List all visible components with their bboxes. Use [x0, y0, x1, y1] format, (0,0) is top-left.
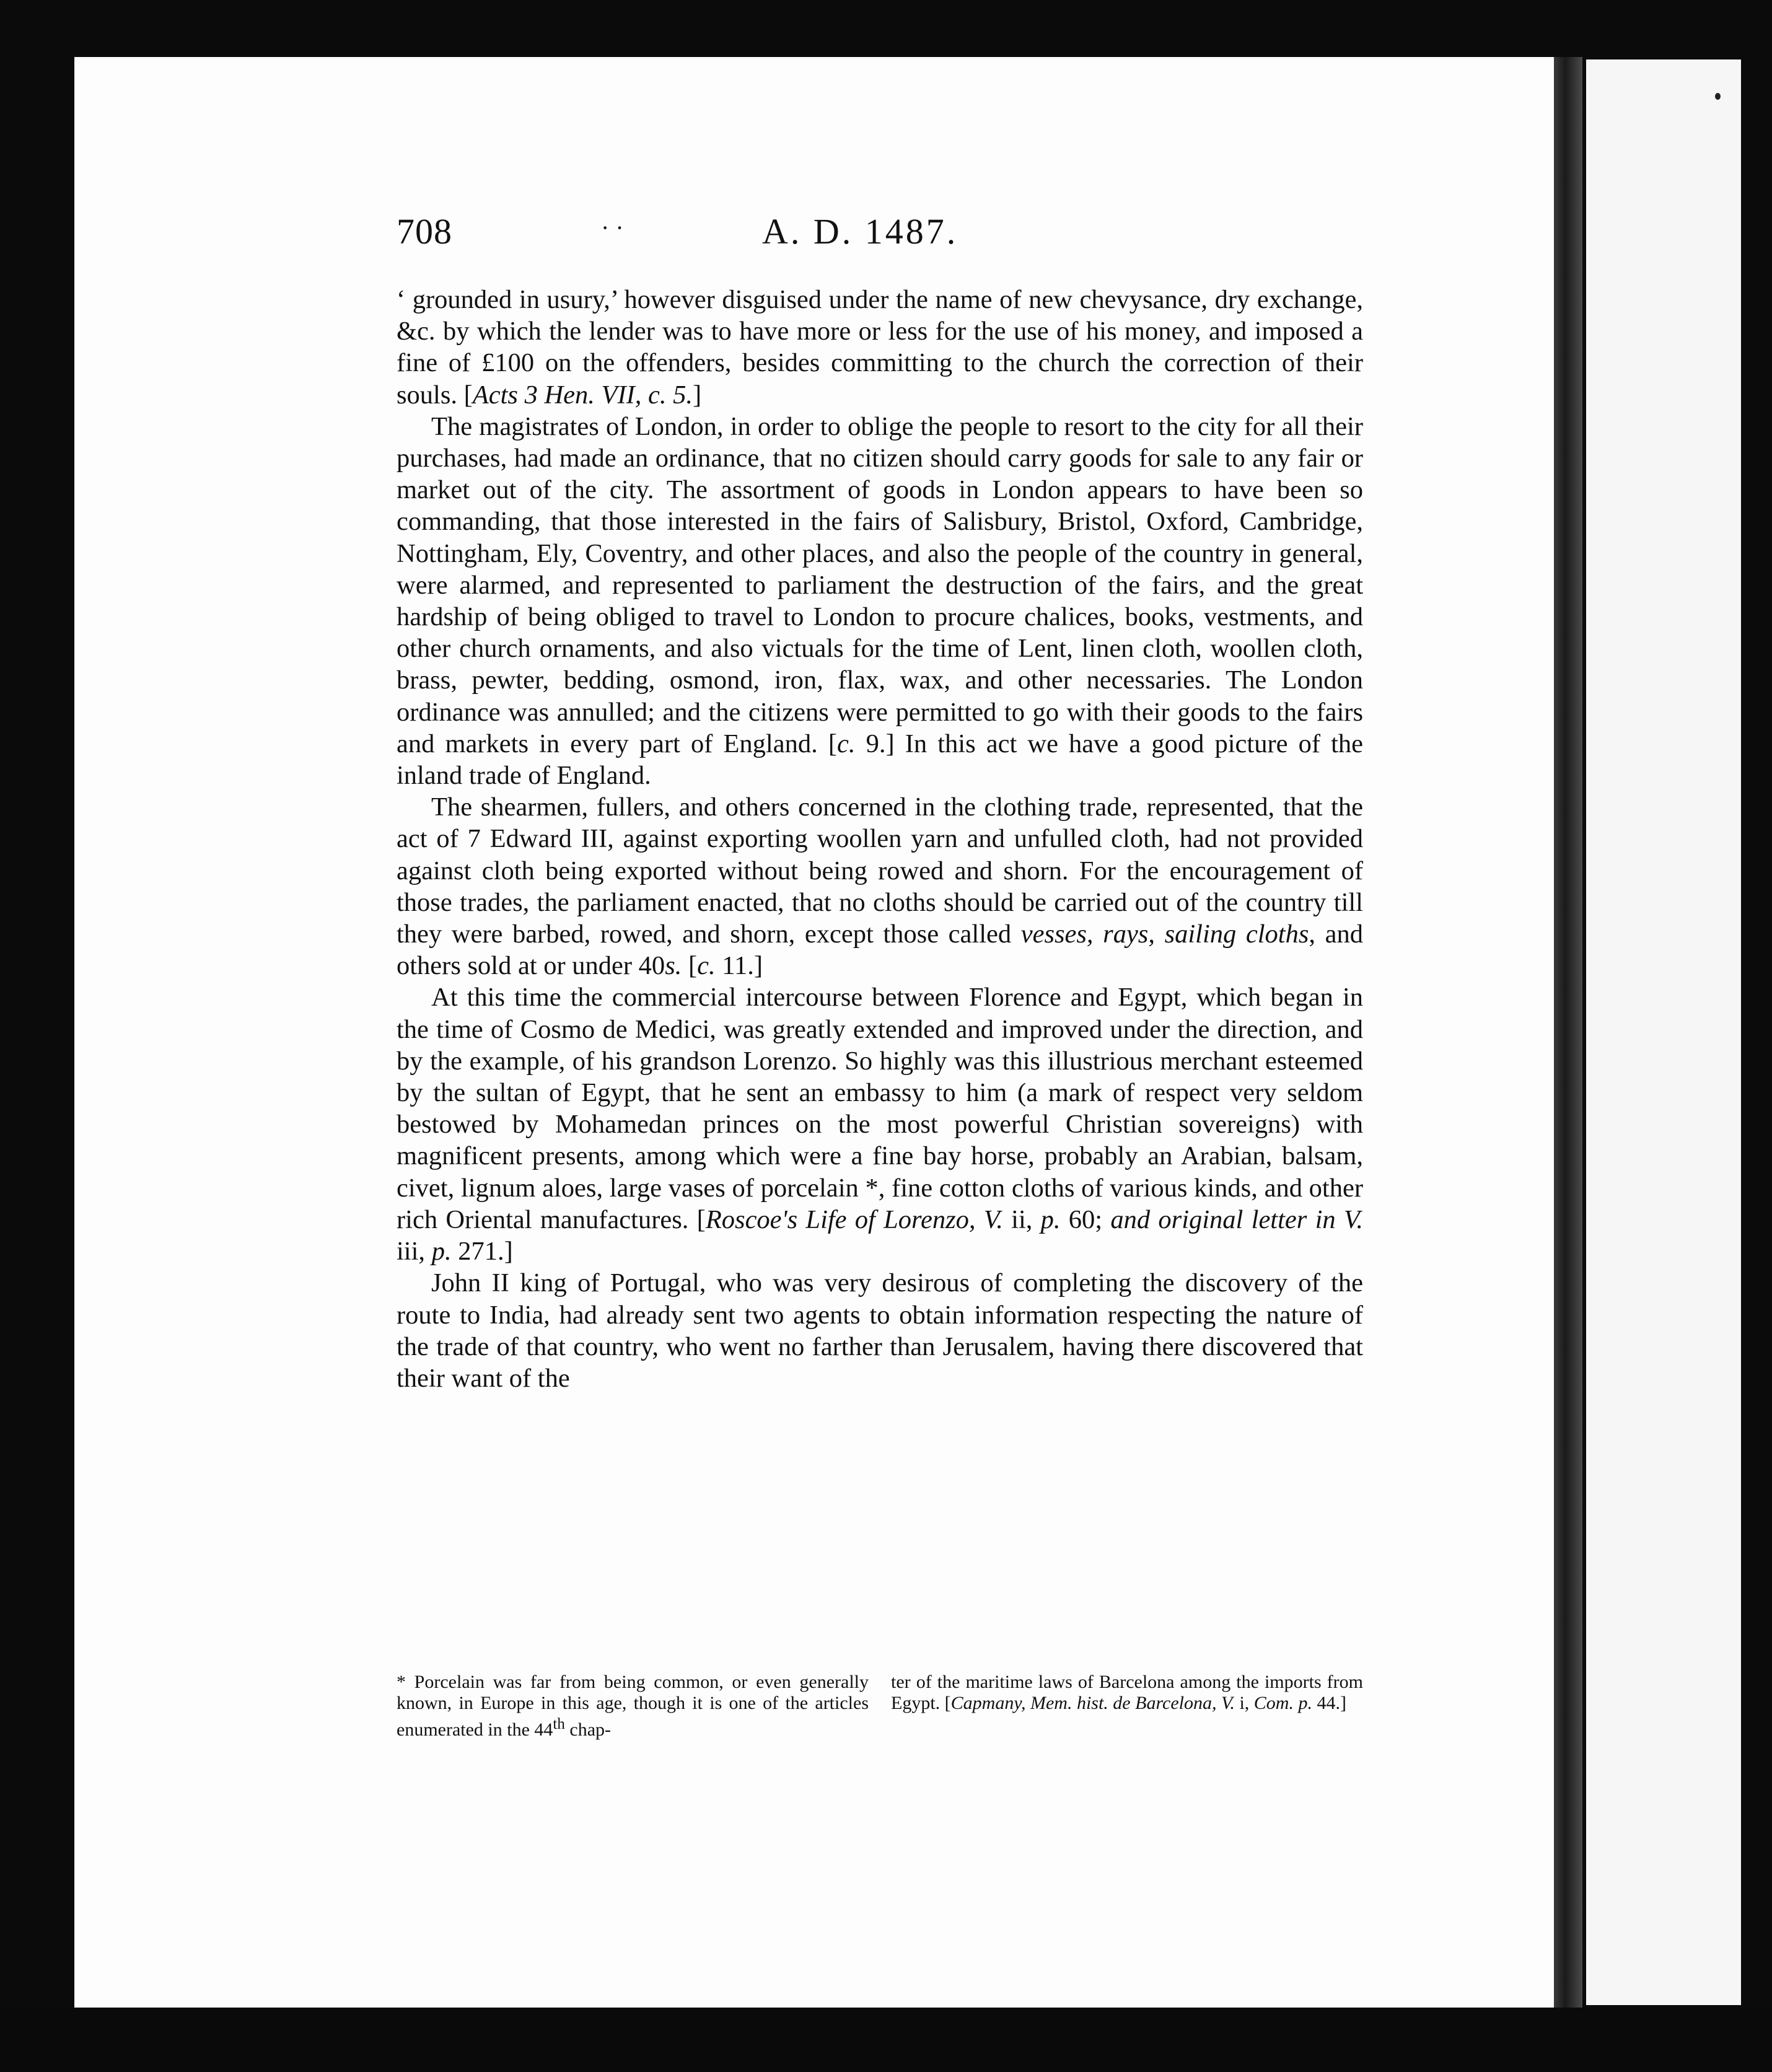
- header-ornament: · ·: [601, 214, 624, 242]
- text-run: John II king of Portugal, who was very desirous of completing the discovery of the route to India, had already sent two agents to obtain information respecting the nature of the trade of that country, who went no farther than Jerusalem, having there discovered that their want of the: [397, 1268, 1363, 1393]
- text-run: 271.]: [451, 1237, 513, 1266]
- footnote-column-1: [397, 1672, 869, 1741]
- body-text: [397, 284, 1363, 1394]
- footnote-text: [397, 1672, 869, 1741]
- italic-text-run: p.: [431, 1237, 452, 1266]
- italic-text-run: c.: [836, 729, 856, 758]
- text-run: The magistrates of London, in order to oblige the people to resort to the city for all their purchases, had made an ordinance, that no citizen should carry goods for sale to any fair or market out of the city. The assortment of goods in London appears to have been so commanding, that those interested in the fairs of Salisbury, Bristol, Oxford, Cambridge, Nottingham, Ely, Coventry, and other places, and also the people of the country in general, were alarmed, and represented to parliament the destruction of the fairs, and the great hardship of being obliged to travel to London to procure chalices, books, vestments, and other church ornaments, and also victuals for the time of Lent, linen cloth, woollen cloth, brass, pewter, bedding, osmond, iron, flax, wax, and other necessaries. The London ordinance was annulled; and the citizens were permitted to go with their goods to the fairs and markets in every part of England. [: [397, 411, 1363, 758]
- paragraph: [397, 791, 1363, 981]
- text-run: 44.]: [1312, 1693, 1346, 1713]
- text-run: * Porcelain was far from being common, or even generally known, in Europe in this age, though it is one of the articles enumerated in the 44: [397, 1672, 869, 1740]
- text-run: chap-: [564, 1719, 611, 1740]
- footnote-block: [397, 1672, 1363, 1741]
- italic-text-run: s.: [665, 951, 682, 981]
- text-run: The shearmen, fullers, and others concerned in the clothing trade, represented, that the act of 7 Edward III, against exporting woollen yarn and unfulled cloth, had not provided against cloth being exported without being rowed and shorn. For the encouragement of those trades, the parliament enacted, that no cloths should be carried out of the country till they were barbed, rowed, and shorn, except those called: [397, 792, 1363, 949]
- facing-page-edge: [1586, 59, 1741, 2005]
- paragraph: [397, 411, 1363, 791]
- text-run: iii,: [397, 1237, 432, 1266]
- facing-page-mark: [1715, 93, 1721, 100]
- superscript-text: th: [553, 1716, 565, 1732]
- text-run: [: [682, 951, 698, 981]
- scan-bottom-border: [0, 2008, 1772, 2072]
- italic-text-run: Com. p.: [1253, 1693, 1312, 1713]
- text-run: ‘ grounded in usury,’ however disguised under the name of new chevysance, dry exchange, &c. by which the lender was to have more or less for the use of his money, and imposed a fine of £100 on the offenders, besides committing to the church the correction of their souls. [: [397, 285, 1363, 410]
- text-run: 11.]: [715, 951, 763, 981]
- text-run: , and others sold at or under 40: [397, 920, 1363, 981]
- text-run: 60;: [1060, 1205, 1111, 1234]
- text-run: 9.] In this act we have a good picture of the inland trade of England.: [397, 729, 1363, 791]
- book-gutter: [1554, 57, 1582, 2009]
- italic-text-run: c.: [697, 951, 716, 981]
- italic-text-run: Capmany, Mem. hist. de Barcelona, V.: [950, 1693, 1235, 1713]
- paragraph: [397, 1267, 1363, 1394]
- text-run: ]: [693, 380, 702, 410]
- text-run: i,: [1234, 1693, 1254, 1713]
- text-run: ter of the maritime laws of Barcelona among the imports from Egypt. [: [891, 1672, 1363, 1713]
- page-number: 708: [397, 211, 452, 252]
- footnote-text-continued: [891, 1672, 1363, 1714]
- running-head: A. D. 1487.: [762, 211, 958, 252]
- paragraph: [397, 981, 1363, 1267]
- italic-text-run: p.: [1040, 1205, 1061, 1234]
- italic-text-run: Roscoe's Life of Lorenzo, V.: [705, 1205, 1003, 1234]
- italic-text-run: vesses, rays, sailing cloths: [1020, 920, 1309, 949]
- page-header: [397, 211, 1363, 266]
- italic-text-run: and original letter in V.: [1110, 1205, 1364, 1234]
- text-run: At this time the commercial intercourse between Florence and Egypt, which began in the time of Cosmo de Medici, was greatly extended and improved under the direction, and by the example, of his grandson Lorenzo. So highly was this illustrious merchant esteemed by the sultan of Egypt, that he sent an embassy to him (a mark of respect very seldom bestowed by Mohamedan princes on the most powerful Christian sovereigns) with magnificent presents, among which were a fine bay horse, probably an Arabian, balsam, civet, lignum aloes, large vases of porcelain *, fine cotton cloths of various kinds, and other rich Oriental manufactures. [: [397, 983, 1363, 1234]
- footnote-column-2: [891, 1672, 1363, 1741]
- italic-text-run: Acts 3 Hen. VII, c. 5.: [472, 380, 693, 410]
- text-run: ii,: [1002, 1205, 1041, 1234]
- paragraph: [397, 284, 1363, 411]
